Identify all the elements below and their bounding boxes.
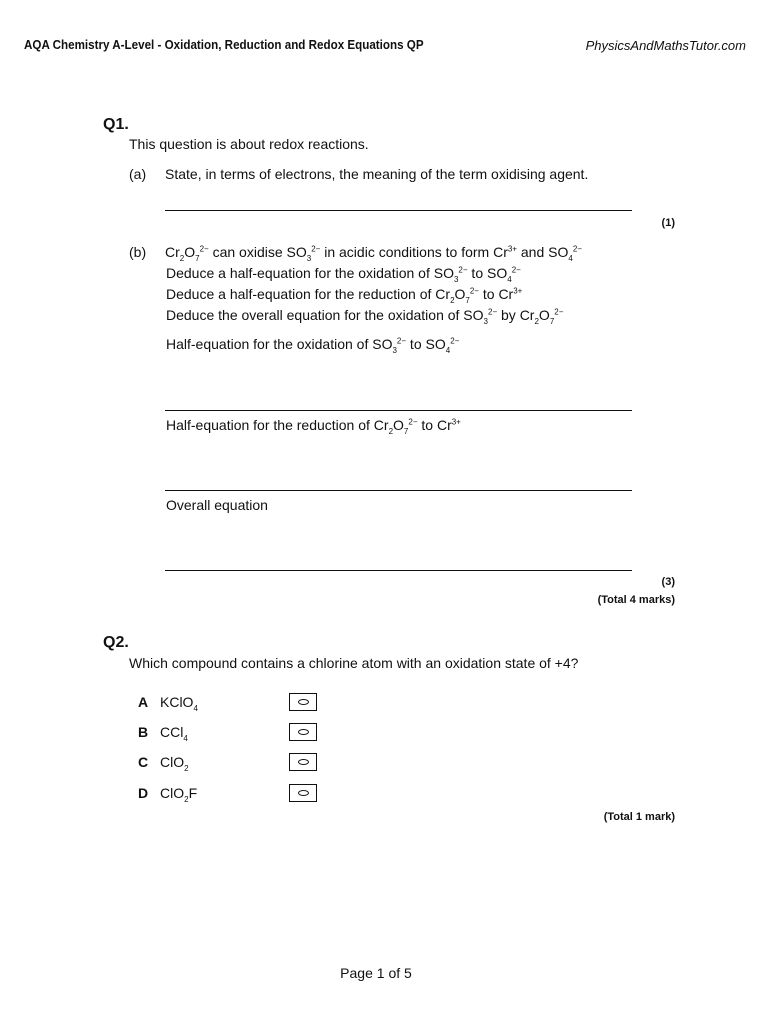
q1b-overall-prompt: Overall equation	[166, 497, 268, 513]
answer-oval-icon[interactable]	[298, 759, 309, 765]
q2-question: Which compound contains a chlorine atom with an oxidation state of +4?	[129, 655, 579, 671]
q2-option-answer-box[interactable]	[289, 784, 317, 802]
q1-intro: This question is about redox reactions.	[129, 136, 369, 152]
document-title: AQA Chemistry A-Level - Oxidation, Reduction and Redox Equations QP	[24, 38, 424, 52]
q2-option-formula: KClO$_4$	[160, 694, 198, 713]
q1b-marks: (3)	[661, 576, 675, 588]
q2-total-marks: (Total 1 mark)	[603, 811, 675, 823]
answer-oval-icon[interactable]	[298, 699, 309, 705]
q1-number: Q1.	[103, 116, 129, 133]
q1b-overall-answer-line[interactable]	[165, 570, 632, 571]
q1a-answer-line[interactable]	[165, 210, 632, 211]
q2-option-answer-box[interactable]	[289, 753, 317, 771]
q1b-line3: Deduce a half-equation for the reduction of $Cr_2O_7^{2-}$ to $Cr^{3+}$	[166, 286, 523, 305]
q2-option-letter: B	[138, 724, 149, 740]
q2-option-answer-box[interactable]	[289, 693, 317, 711]
q2-option-formula: CCl$_4$	[160, 724, 188, 743]
q2-option-formula: ClO$_2$	[160, 754, 189, 773]
site-name: PhysicsAndMathsTutor.com	[585, 38, 746, 53]
q1b-oxidation-answer-line[interactable]	[165, 410, 632, 411]
q2-option-answer-box[interactable]	[289, 723, 317, 741]
q1b-label: (b)	[129, 244, 147, 260]
q1b-line2: Deduce a half-equation for the oxidation of $SO_3^{2-}$ to $SO_4^{2-}$	[166, 265, 521, 284]
q1b-oxidation-prompt: Half-equation for the oxidation of $SO_3^{2-}$ to $SO_4^{2-}$	[166, 336, 460, 355]
q1b-reduction-prompt: Half-equation for the reduction of $Cr_2O_7^{2-}$ to $Cr^{3+}$	[166, 417, 461, 436]
q2-option-letter: C	[138, 754, 149, 770]
q2-option-letter: A	[138, 694, 149, 710]
q1a-text: State, in terms of electrons, the meaning of the term oxidising agent.	[165, 166, 589, 182]
q1b-line1: $Cr_2O_7^{2-}$ can oxidise $SO_3^{2-}$ in acidic conditions to form $Cr^{3+}$ and $SO_4^{2-}$	[165, 244, 582, 263]
answer-oval-icon[interactable]	[298, 729, 309, 735]
q1b-reduction-answer-line[interactable]	[165, 490, 632, 491]
q2-option-letter: D	[138, 785, 149, 801]
q2-number: Q2.	[103, 634, 129, 651]
page-number: Page 1 of 5	[340, 965, 412, 981]
q1b-line4: Deduce the overall equation for the oxidation of $SO_3^{2-}$ by $Cr_2O_7^{2-}$	[166, 307, 564, 326]
answer-oval-icon[interactable]	[298, 790, 309, 796]
q1a-marks: (1)	[661, 217, 675, 229]
q1-total-marks: (Total 4 marks)	[597, 594, 675, 606]
q1a-label: (a)	[129, 166, 147, 182]
q2-option-formula: ClO$_2$F	[160, 785, 198, 804]
